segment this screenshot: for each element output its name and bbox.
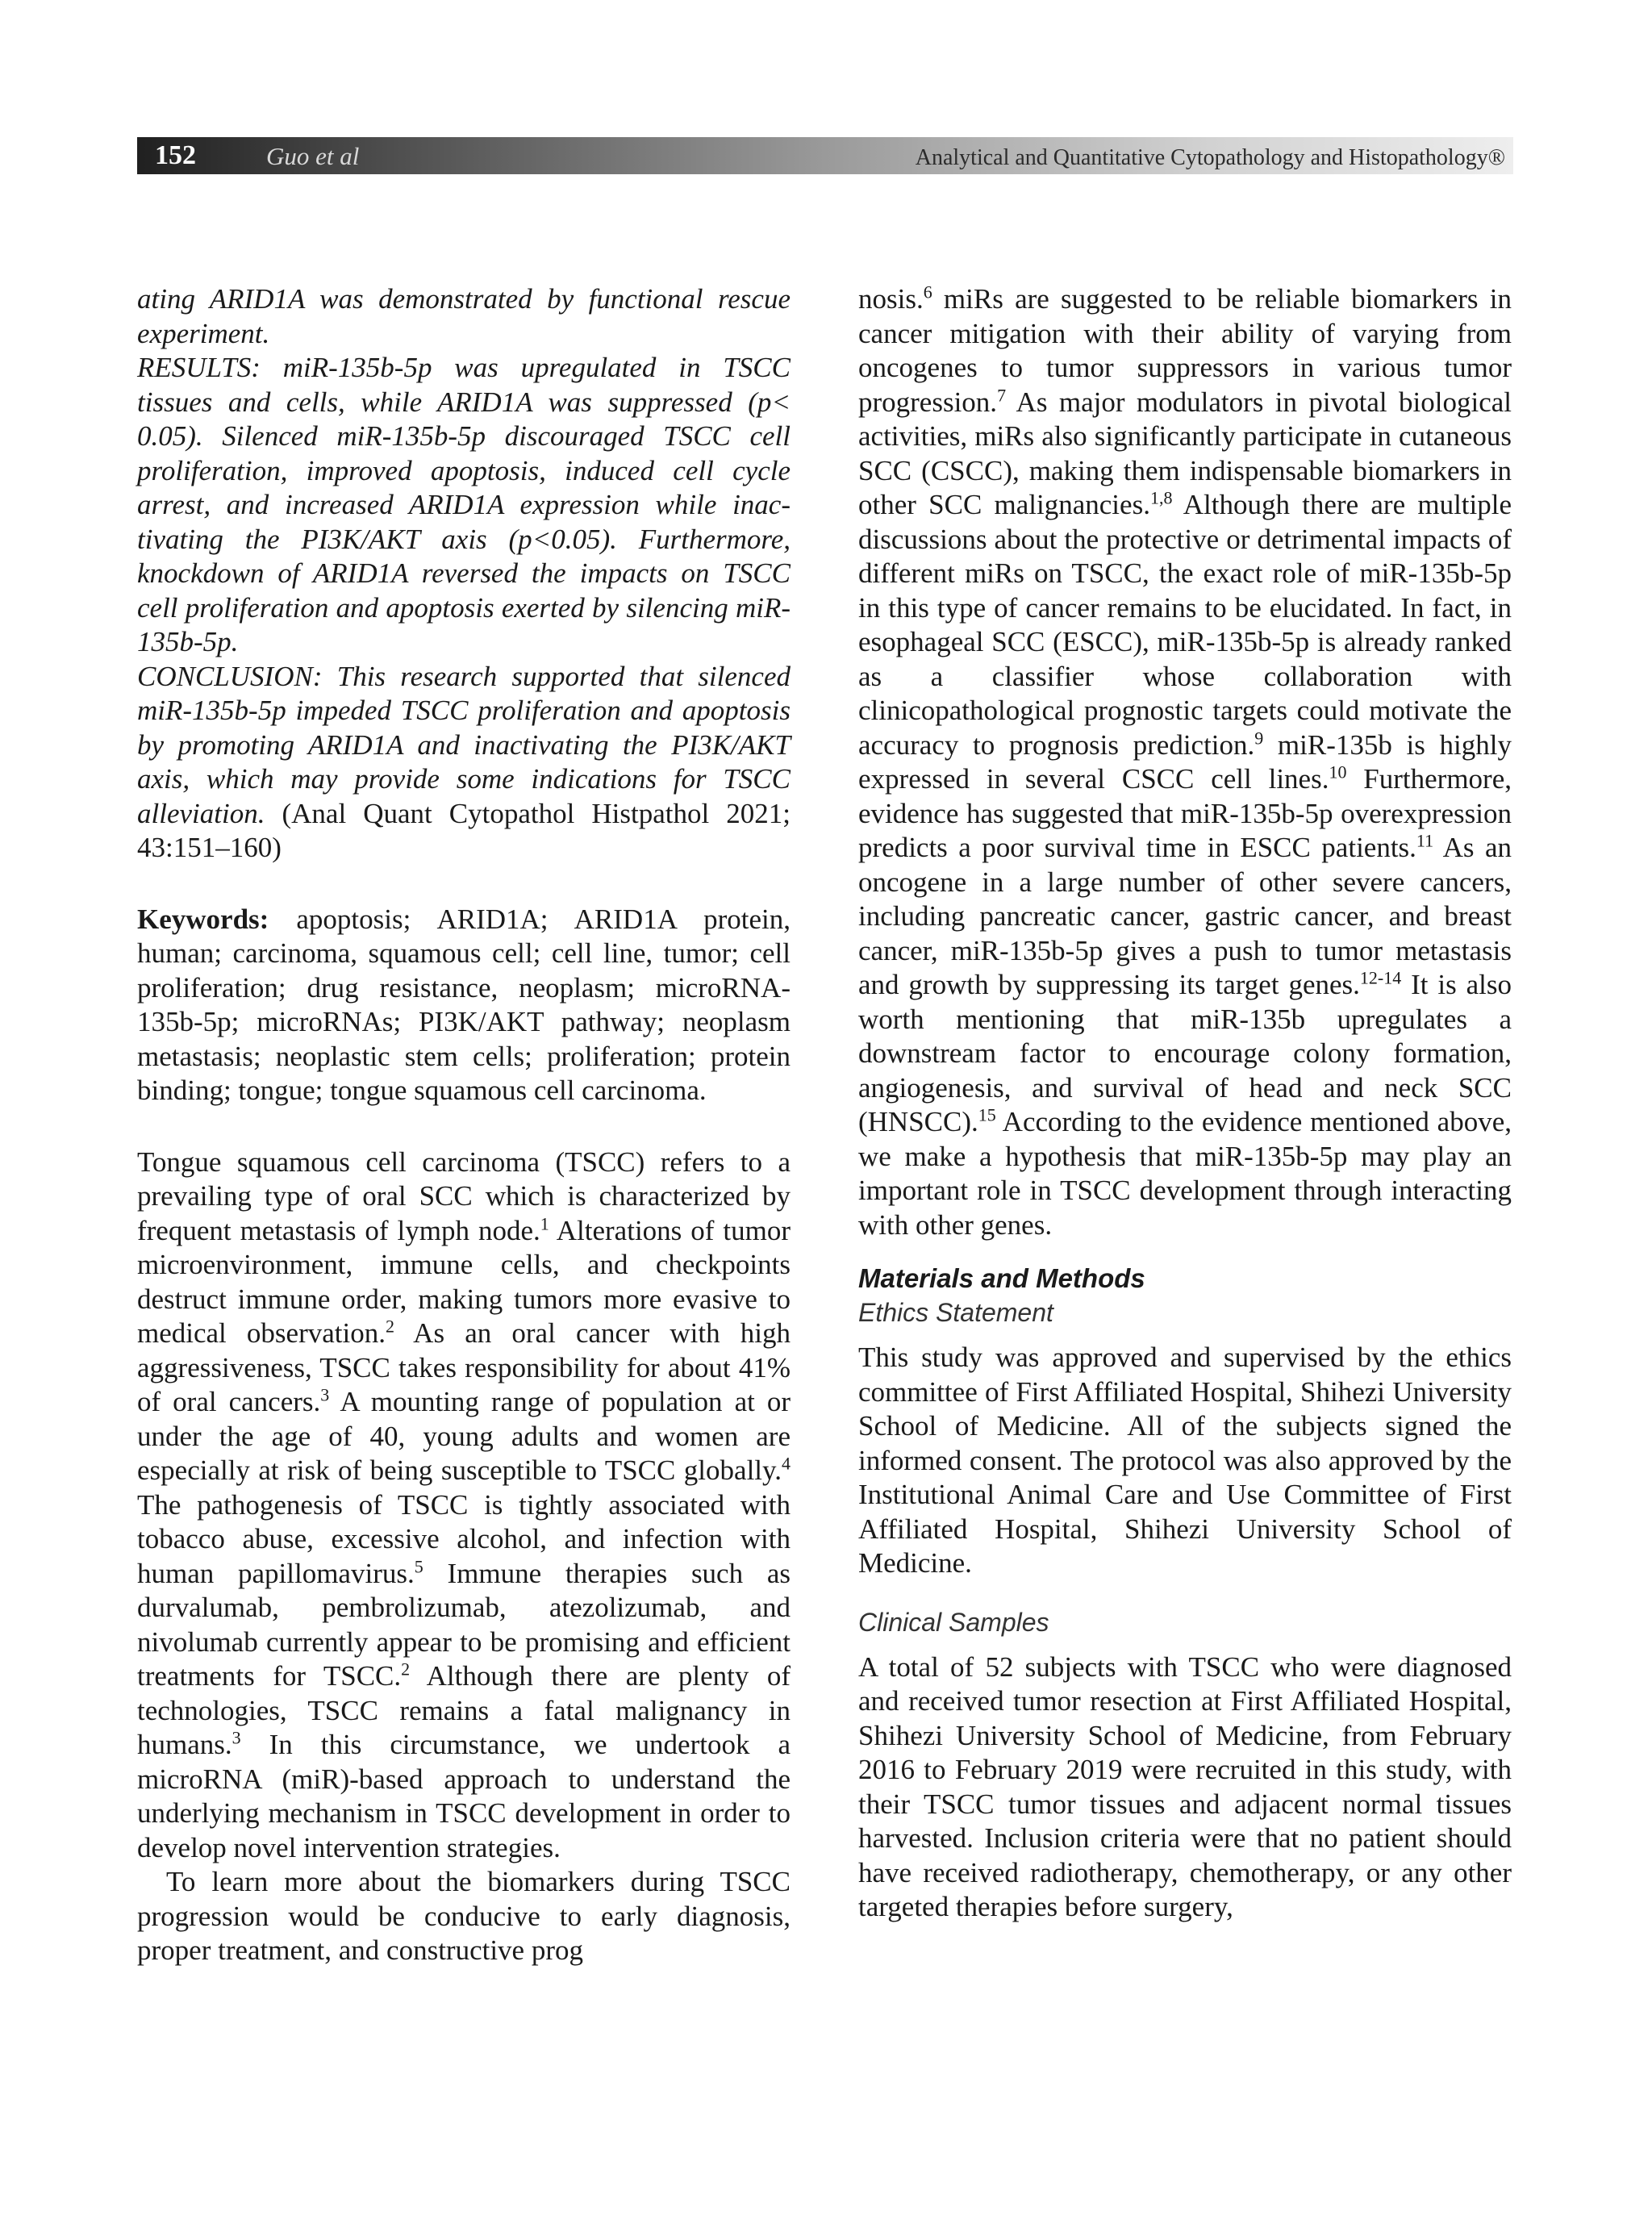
abstract-results: RESULTS: miR-135b-5p was upregulated in TSCC tissues and cells, while ARID1A was suppressed (p< 0.05). Silenced miR-135b-5p discouraged TSCC cell proliferation, improved apoptosis, induced cell cycle arrest, and increased ARID1A expression while inactivating the PI3K/AKT axis (p<0.05). Furthermore, knockdown of ARID1A reversed the impacts on TSCC cell proliferation and apoptosis exerted by silencing miR-135b-5p. <box>137 352 791 657</box>
subheading-clinical-samples: Clinical Samples <box>858 1607 1049 1637</box>
section-heading-materials-methods: Materials and Methods <box>858 1263 1145 1293</box>
intro-paragraph-2: To learn more about the biomarkers during TSCC progression would be conducive to early diagnosis, proper treatment, and constructive prog <box>137 1866 791 1966</box>
running-header <box>137 137 1513 174</box>
keywords <box>137 903 791 1108</box>
journal-title: Analytical and Quantitative Cytopathology and Histopathology® <box>915 145 1505 170</box>
keywords-text: apoptosis; ARID1A; ARID1A protein, human; carcinoma, squamous cell; cell line, tumor; cell proliferation; drug resistance, neoplasm; microRNA-135b-5p; microRNAs; PI3K/AKT pathway; neoplasm metastasis; neoplastic stem cells; proliferation; protein binding; tongue; tongue squamous cell carcinoma. <box>137 903 791 1106</box>
left-column <box>137 282 791 1968</box>
running-author: Guo et al <box>266 142 360 170</box>
intro-continuation: nosis.$^6$ miRs are suggested to be reliable biomarkers in cancer mitigation with their ability of varying from oncogenes to tumor suppressors in various tumor progression.$^7$ As major modulators in pivotal biological activities, miRs also significantly participate in cutaneous SCC (CSCC), making them indispensable biomarkers in other SCC malignancies.$^{1,8}$ Although there are multiple discussions about the protective or detrimental impacts of different miRs on TSCC, the exact role of miR-135b-5p in this type of cancer remains to be elucidated. In fact, in esophageal SCC (ESCC), miR-135b-5p is already ranked as a classifier whose collaboration with clinicopathological prognostic targets could motivate the accuracy to prognosis prediction.$^9$ miR-135b is highly expressed in several CSCC cell lines.$^{10}$ Furthermore, evidence has suggested that miR-135b-5p overexpression predicts a poor survival time in ESCC patients.$^{11}$ As an oncogene in a large number of other severe cancers, including pancreatic cancer, gastric cancer, and breast cancer, miR-135b-5p gives a push to tumor metastasis and growth by suppressing its target genes.$^{12-14}$ It is also worth mentioning that miR-135b upregulates a downstream factor to encourage colony formation, angiogenesis, and survival of head and neck SCC (HNSCC).$^{15}$ According to the evidence mentioned above, we make a hypothesis that miR-135b-5p may play an important role in TSCC development through interacting with other genes. <box>858 282 1512 1241</box>
conclusion-text: CONCLUSION: This research supported that silenced miR-135b-5p impeded TSCC proliferation and apoptosis by promoting ARID1A and inactivating the PI3K/AKT axis, which may provide some indications for TSCC alleviation. <box>137 660 791 829</box>
ethics-paragraph: This study was approved and supervised by the ethics committee of First Affiliated Hospital, Shihezi University School of Medicine. All of the subjects signed the informed consent. The protocol was also approved by the Institutional Animal Care and Use Committee of First Affiliated Hospital, Shihezi University School of Medicine. <box>858 1342 1512 1579</box>
keywords-label: Keywords: <box>137 903 269 935</box>
clinical-samples-paragraph: A total of 52 subjects with TSCC who were diagnosed and received tumor resection at First Affiliated Hospital, Shihezi University School of Medicine, from February 2016 to February 2019 were recruited in this study, with their TSCC tumor tissues and adjacent normal tissues harvested. Inclusion criteria were that no patient should have received radiotherapy, chemotherapy, or any other targeted therapies before surgery, <box>858 1650 1512 1922</box>
intro-paragraph-1: Tongue squamous cell carcinoma (TSCC) refers to a prevailing type of oral SCC which is characterized by frequent metastasis of lymph node.$^1$ Alterations of tumor microenvironment, immune cells, and checkpoints destruct immune order, making tumors more evasive to medical observation.$^2$ As an oral cancer with high aggressiveness, TSCC takes responsibility for about 41% of oral cancers.$^3$ A mounting range of population at or under the age of 40, young adults and women are especially at risk of being susceptible to TSCC globally.$^4$ The pathogenesis of TSCC is tightly associated with tobacco abuse, excessive alcohol, and infection with human papillomavirus.$^5$ Immune therapies such as durvalumab, pembrolizumab, atezolizumab, and nivolumab currently appear to be promising and efficient treatments for TSCC.$^2$ Although there are plenty of technologies, TSCC remains a fatal malignancy in humans.$^3$ In this circumstance, we undertook a microRNA (miR)-based approach to understand the underlying mechanism in TSCC development in order to develop novel intervention strategies. <box>137 1145 791 1863</box>
abstract-methods-tail: ating ARID1A was demonstrated by functional rescue experiment. <box>137 283 791 349</box>
page-number: 152 <box>155 140 196 170</box>
abstract-conclusion <box>137 660 791 866</box>
right-column <box>858 282 1512 1925</box>
citation-text: (Anal Quant Cytopathol Histpathol 2021; 43:151–160) <box>137 797 791 863</box>
subheading-ethics: Ethics Statement <box>858 1298 1053 1327</box>
